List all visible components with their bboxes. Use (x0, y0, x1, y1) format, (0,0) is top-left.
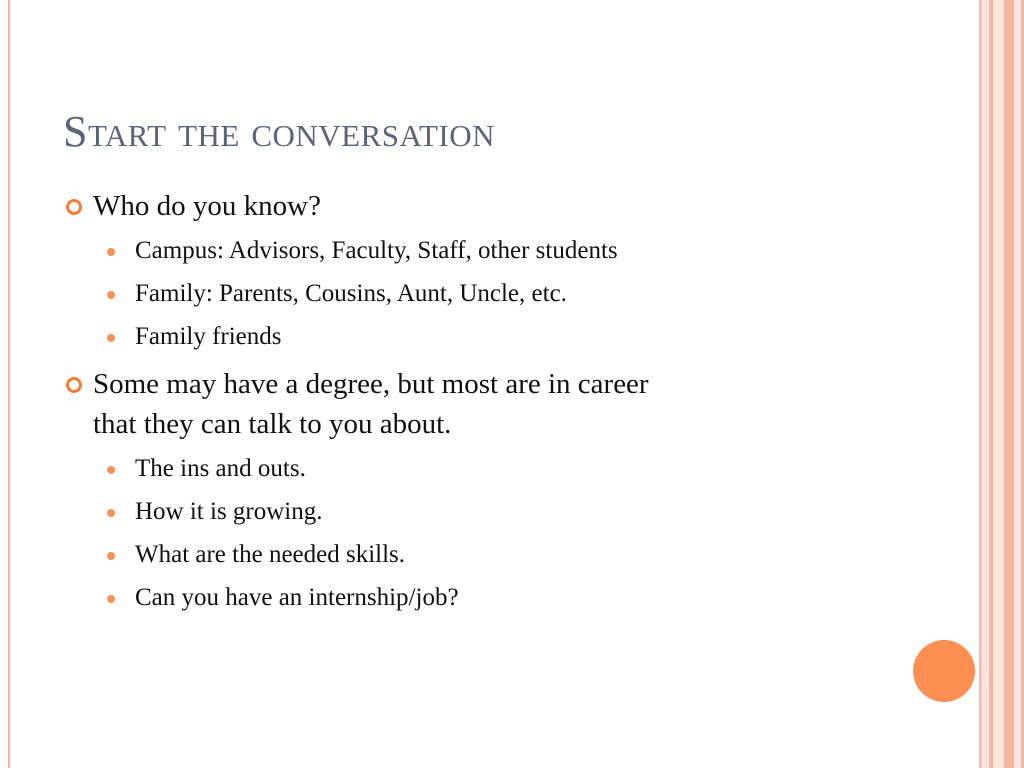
sub-bullet-list (62, 447, 862, 619)
sub-bullet-text: The ins and outs. (135, 455, 306, 482)
dot-bullet-icon (107, 509, 115, 517)
dot-bullet-icon (107, 595, 115, 603)
sub-bullet-text: Family friends (135, 323, 282, 350)
sub-bullet (62, 447, 862, 490)
bullet-text-line2: that they can talk to you about. (93, 408, 452, 440)
slide-title: Start the conversation (63, 107, 495, 156)
sub-bullet (62, 272, 862, 315)
sub-bullet-text: How it is growing. (135, 498, 323, 525)
right-stripe (979, 0, 981, 768)
sub-bullet-text: What are the needed skills. (135, 541, 406, 568)
dot-bullet-icon (107, 248, 115, 256)
right-stripe (989, 0, 993, 768)
bullet-text-line1: Some may have a degree, but most are in career (93, 368, 649, 400)
sub-bullet-list (62, 229, 862, 358)
sub-bullet (62, 315, 862, 358)
left-border-line (8, 0, 10, 768)
sub-bullet-text: Family: Parents, Cousins, Aunt, Uncle, etc. (135, 280, 567, 307)
bullet-level1 (62, 186, 862, 226)
dot-bullet-icon (107, 334, 115, 342)
sub-bullet (62, 576, 862, 619)
sub-bullet (62, 533, 862, 576)
right-stripe (1004, 0, 1014, 768)
right-decorative-panel (979, 0, 1024, 768)
dot-bullet-icon (107, 552, 115, 560)
ring-bullet-icon (66, 199, 82, 215)
decorative-orange-circle (913, 640, 975, 702)
sub-bullet-text: Can you have an internship/job? (135, 584, 459, 611)
ring-bullet-icon (66, 377, 82, 393)
dot-bullet-icon (107, 291, 115, 299)
dot-bullet-icon (107, 466, 115, 474)
bullet-text: Who do you know? (93, 190, 321, 222)
slide-body (62, 186, 862, 625)
bullet-level1 (62, 364, 862, 444)
sub-bullet (62, 490, 862, 533)
sub-bullet-text: Campus: Advisors, Faculty, Staff, other students (135, 237, 618, 264)
sub-bullet (62, 229, 862, 272)
